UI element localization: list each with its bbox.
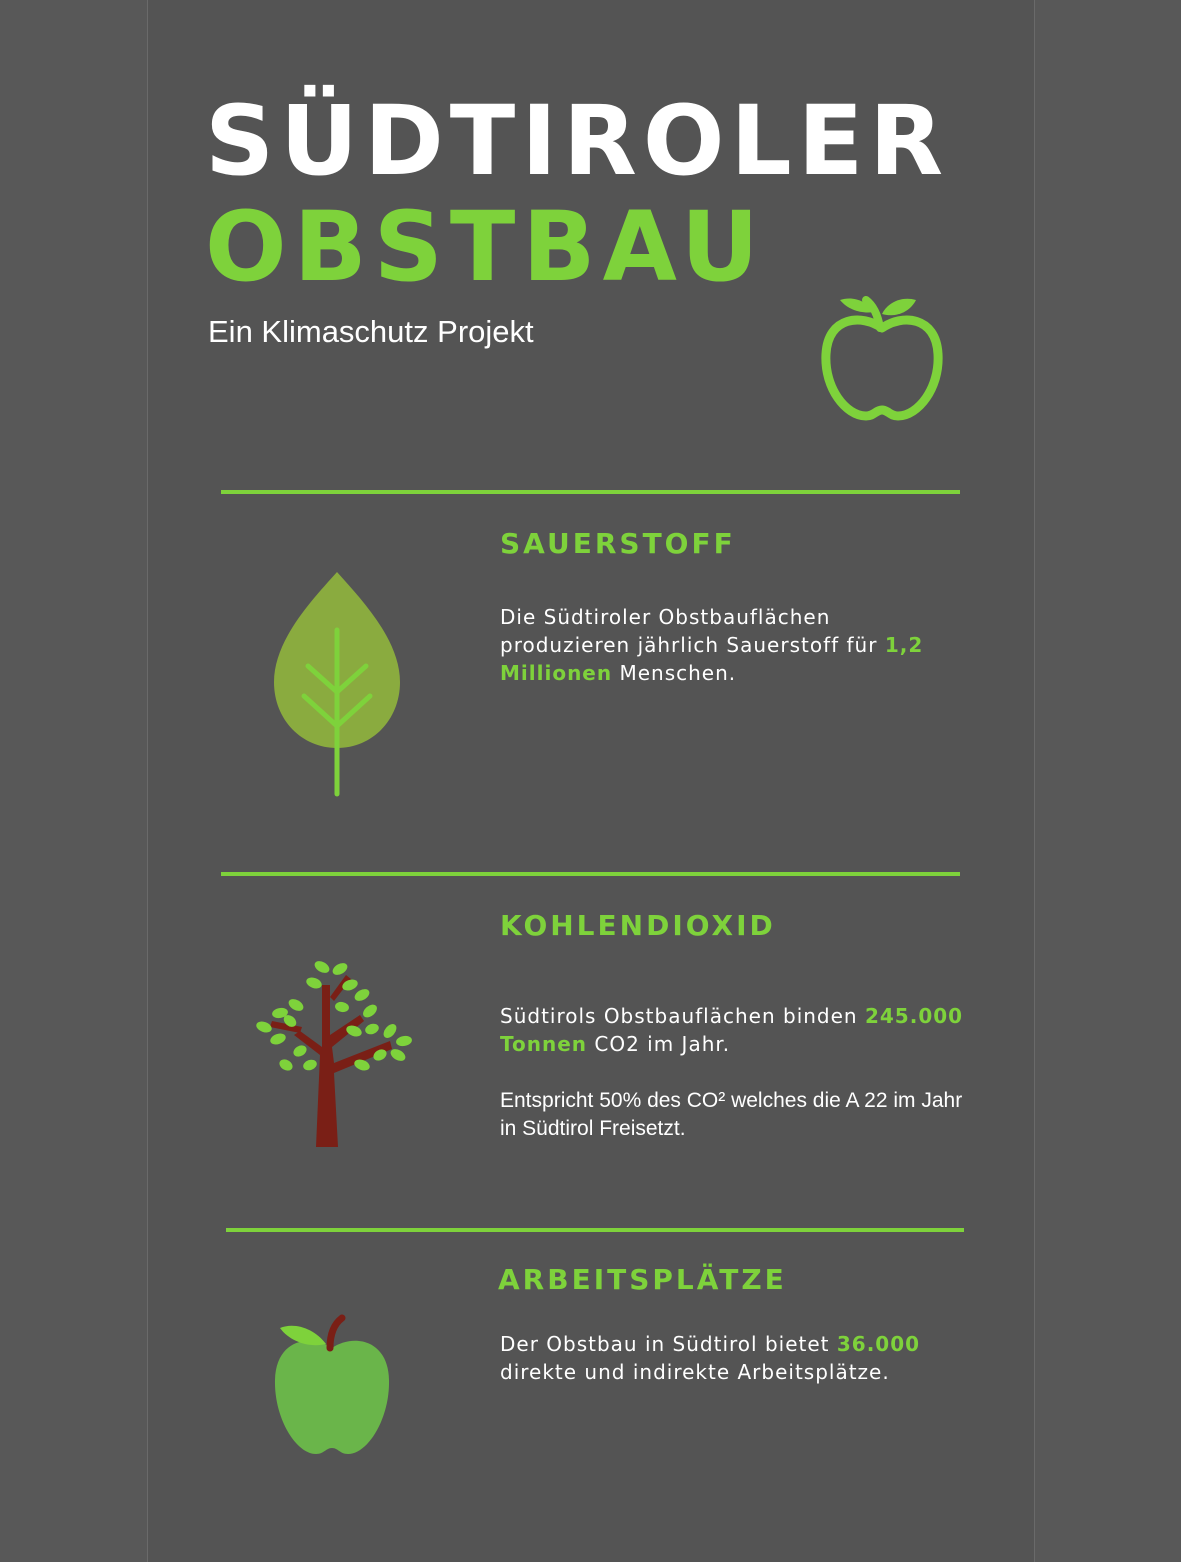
tree-icon: [250, 955, 420, 1151]
text-part: CO2 im Jahr.: [587, 1032, 731, 1056]
outer-margin-right: [1034, 0, 1181, 1562]
section-title-arbeitsplaetze: ARBEITSPLÄTZE: [498, 1263, 787, 1296]
title-line-1: SÜDTIROLER: [205, 85, 950, 197]
divider-arbeitsplaetze: [226, 1228, 964, 1232]
outer-margin-left: [0, 0, 148, 1562]
section-text-arbeitsplaetze: [500, 1330, 950, 1386]
leaf-icon: [272, 570, 402, 798]
highlight-value: 1,2 Millionen: [500, 633, 924, 685]
section-title-sauerstoff: SAUERSTOFF: [500, 527, 736, 560]
section-note-kohlendioxid: Entspricht 50% des CO² welches die A 22 im Jahr in Südtirol Freisetzt.: [500, 1089, 963, 1140]
text-part: Menschen.: [612, 661, 737, 685]
subtitle: Ein Klimaschutz Projekt: [208, 314, 534, 349]
text-part: direkte und indirekte Arbeitsplätze.: [500, 1360, 890, 1384]
section-text-sauerstoff: [500, 603, 950, 687]
text-part: Die Südtiroler Obstbauflächen produzieren jährlich Sauerstoff für: [500, 605, 885, 657]
section-text-kohlendioxid: [500, 1002, 965, 1058]
apple-outline-icon: [818, 292, 946, 424]
section-title-kohlendioxid: KOHLENDIOXID: [500, 909, 776, 942]
highlight-value: 36.000: [836, 1332, 921, 1356]
divider-kohlendioxid: [221, 872, 960, 876]
highlight-value: 245.000 Tonnen: [500, 1004, 964, 1056]
title-line-2: OBSTBAU: [205, 191, 766, 303]
text-part: Südtirols Obstbauflächen binden: [500, 1004, 865, 1028]
divider-sauerstoff: [221, 490, 960, 494]
apple-icon: [272, 1314, 392, 1456]
text-part: Der Obstbau in Südtirol bietet: [500, 1332, 837, 1356]
